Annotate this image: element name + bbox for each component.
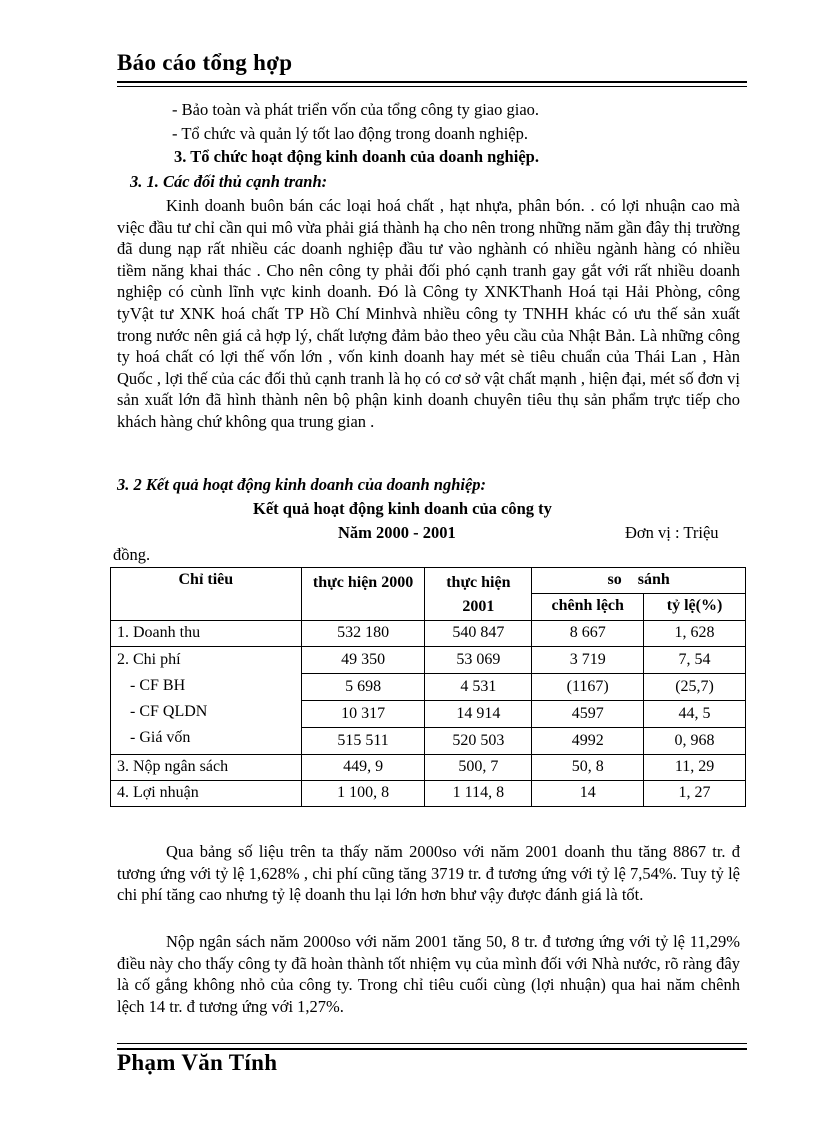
- unit-label-continued: đồng.: [113, 545, 151, 564]
- header-indicator: Chỉ tiêu: [111, 568, 302, 621]
- header-actual-2000: thực hiện 2000: [301, 568, 425, 621]
- table-row: [111, 621, 746, 647]
- cell-2001: 520 503: [425, 727, 531, 754]
- cell-ratio: (25,7): [644, 673, 745, 700]
- competitors-paragraph: Kinh doanh buôn bán các loại hoá chất , hạt nhựa, phân bón. . có lợi nhuận cao mà việc đầu tư chỉ cần qui mô vừa phải giá thành hạ cho nên trong những năm gần đây thị trường đã dung nạp rất nhiều các doanh nghiệp đầu tư vào nghành có nhiều ngành hàng có nhiều tiềm năng khai thác . Cho nên công ty phải đối phó cạnh tranh gay gắt với rất nhiều doanh nghiệp có cùnh lĩnh vực kinh doanh. Đó là Công ty XNKThanh Hoá tại Hải Phòng, công tyVật tư XNK hoá chất TP Hồ Chí Minhvà nhiều công ty TNHH khác có ưu thế sản xuất trong nước nên giá cả hợp lý, chất lượng đảm bảo theo yêu cầu của Nhật Bản. Là những công ty hoá chất có lợi thế vốn lớn , vốn kinh doanh hay mét sè tiêu chuẩn của Thái Lan , Hàn Quốc , lợi thế của các đối thủ cạnh tranh là họ có cơ sở vật chất mạnh , hiện đại, mét số đơn vị sản xuất lớn đã hình thành nên bộ phận kinh doanh chuyên tiêu thụ sản phẩm trực tiếp cho khách hàng chứ không qua trung gian .: [117, 196, 740, 431]
- header-compare: so sánh: [532, 568, 746, 594]
- cell-difference: 3 719: [569, 651, 606, 668]
- cell-2001: 540 847: [425, 621, 532, 647]
- table-row: [111, 781, 746, 807]
- cell-difference: 4597: [532, 700, 643, 727]
- header-difference: chênh lệch: [532, 594, 644, 621]
- analysis-paragraph-2: Nộp ngân sách năm 2000so với năm 2001 tăng 50, 8 tr. đ tương ứng với tỷ lệ 11,29% điều này cho thấy công ty đã hoàn thành tốt nhiệm vụ của mình đối với Nhà nước, rõ ràng đây là cố gắng không nhỏ của công ty. Trong chỉ tiêu cuối cùng (lợi nhuận) qua hai năm chênh lệch 14 tr. đ tương ứng với 1,27%.: [117, 932, 740, 1016]
- cell-2001: 14 914: [425, 700, 531, 727]
- table-period: Năm 2000 - 2001: [338, 523, 456, 542]
- cell-difference: 4992: [532, 727, 643, 754]
- cell-2000: 449, 9: [301, 755, 425, 781]
- header-actual-2001: thực hiện 2001: [425, 568, 532, 621]
- cell-ratio: 1, 628: [644, 621, 746, 647]
- page-header-title: Báo cáo tổng hợp: [117, 50, 293, 75]
- cell-2001: 53 069: [456, 651, 501, 668]
- analysis-paragraph-1: Qua bảng số liệu trên ta thấy năm 2000so với năm 2001 doanh thu tăng 8867 tr. đ tương ứng với tỷ lệ 1,628% , chi phí cũng tăng 3719 tr. đ tương ứng với tỷ lệ 7,54%. Tuy tỷ lệ chi phí tăng cao nhưng tỷ lệ doanh thu lại lớn hơn bhư vậy được đánh giá là tốt.: [117, 842, 740, 905]
- row-label: 2. Chi phí: [117, 651, 181, 668]
- business-results-table: [110, 567, 746, 807]
- cell-2000: 5 698: [302, 673, 425, 700]
- table-row: [111, 647, 746, 755]
- row-label: 3. Nộp ngân sách: [111, 755, 302, 781]
- cell-2001: 500, 7: [425, 755, 532, 781]
- footer-author: Phạm Văn Tính: [117, 1050, 278, 1075]
- cell-2000: 1 100, 8: [301, 781, 425, 807]
- header-rule-top: [117, 81, 747, 83]
- row-label: - CF QLDN: [130, 703, 208, 720]
- footer-rule-top: [117, 1043, 747, 1044]
- row-label: 4. Lợi nhuận: [111, 781, 302, 807]
- table-row: [111, 755, 746, 781]
- cell-difference: 14: [532, 781, 644, 807]
- cell-difference: (1167): [532, 673, 643, 700]
- section-3-heading: 3. Tổ chức hoạt động kinh doanh của doanh nghiệp.: [174, 147, 539, 166]
- bullet-item: - Tổ chức và quản lý tốt lao động trong doanh nghiệp.: [172, 124, 528, 143]
- header-ratio: tỷ lệ(%): [644, 594, 746, 621]
- cell-2001: 1 114, 8: [425, 781, 532, 807]
- cost-labels: [117, 647, 295, 751]
- cell-difference: 50, 8: [532, 755, 644, 781]
- row-label: 1. Doanh thu: [111, 621, 302, 647]
- row-label: - CF BH: [130, 677, 186, 694]
- cell-ratio: 7, 54: [678, 651, 711, 668]
- unit-label: Đơn vị : Triệu: [625, 523, 719, 542]
- section-3-2-heading: 3. 2 Kết quả hoạt động kinh doanh của doanh nghiệp:: [117, 475, 487, 494]
- cell-2000: 515 511: [302, 727, 425, 754]
- cell-2000: 532 180: [301, 621, 425, 647]
- header-rule-bottom: [117, 86, 747, 87]
- bullet-item: - Bảo toàn và phát triển vốn của tổng công ty giao giao.: [172, 100, 540, 119]
- cell-2000: 10 317: [302, 700, 425, 727]
- cell-difference: 8 667: [532, 621, 644, 647]
- cell-ratio: 0, 968: [644, 727, 745, 754]
- cell-ratio: 11, 29: [644, 755, 746, 781]
- cell-2001: 4 531: [425, 673, 531, 700]
- cell-ratio: 44, 5: [644, 700, 745, 727]
- cell-2000: 49 350: [341, 651, 386, 668]
- table-title: Kết quả hoạt động kinh doanh của công ty: [253, 499, 552, 518]
- cell-ratio: 1, 27: [644, 781, 746, 807]
- row-label: - Giá vốn: [130, 729, 191, 746]
- section-3-1-heading: 3. 1. Các đối thủ cạnh tranh:: [130, 172, 328, 191]
